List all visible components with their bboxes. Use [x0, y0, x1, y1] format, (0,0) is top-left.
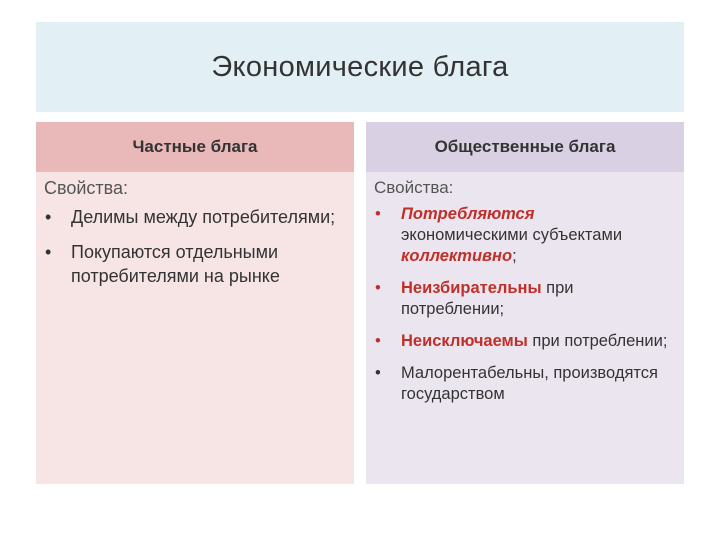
- bullet-icon: •: [45, 242, 52, 262]
- private-properties-list: [44, 205, 346, 288]
- item-text: Малорентабельны, производятся государством: [401, 364, 658, 403]
- item-text: при потреблении;: [401, 279, 574, 318]
- item-emphasis: Неисключаемы: [401, 332, 528, 350]
- bullet-icon: •: [375, 279, 381, 297]
- item-emphasis: Потребляются: [401, 205, 535, 223]
- slide-title: Экономические блага: [211, 50, 509, 83]
- list-item: [44, 240, 346, 288]
- list-item: [374, 363, 676, 405]
- item-emphasis: Неизбирательны: [401, 279, 542, 297]
- bullet-icon: •: [45, 207, 52, 227]
- bullet-icon: •: [375, 332, 381, 350]
- list-item: [374, 331, 676, 352]
- list-item: [44, 205, 346, 229]
- private-goods-column: [36, 122, 354, 484]
- item-emphasis: коллективно: [401, 247, 513, 265]
- public-goods-header: Общественные блага: [366, 122, 684, 172]
- item-text: ;: [512, 247, 517, 265]
- public-properties-list: [374, 204, 676, 405]
- title-banner: [36, 22, 684, 112]
- private-properties-label: Свойства:: [44, 178, 129, 198]
- item-text: Покупаются отдельными потребителями на рынке: [71, 242, 280, 286]
- private-goods-header: Частные блага: [36, 122, 354, 172]
- item-text: при потреблении;: [527, 332, 668, 350]
- item-text: экономическими субъектами: [401, 226, 623, 244]
- public-properties-label: Свойства:: [374, 178, 454, 197]
- bullet-icon: •: [375, 205, 381, 223]
- bullet-icon: •: [375, 364, 381, 382]
- list-item: [374, 204, 676, 267]
- public-goods-column: [366, 122, 684, 484]
- list-item: [374, 278, 676, 320]
- item-text: Делимы между потребителями;: [71, 207, 336, 227]
